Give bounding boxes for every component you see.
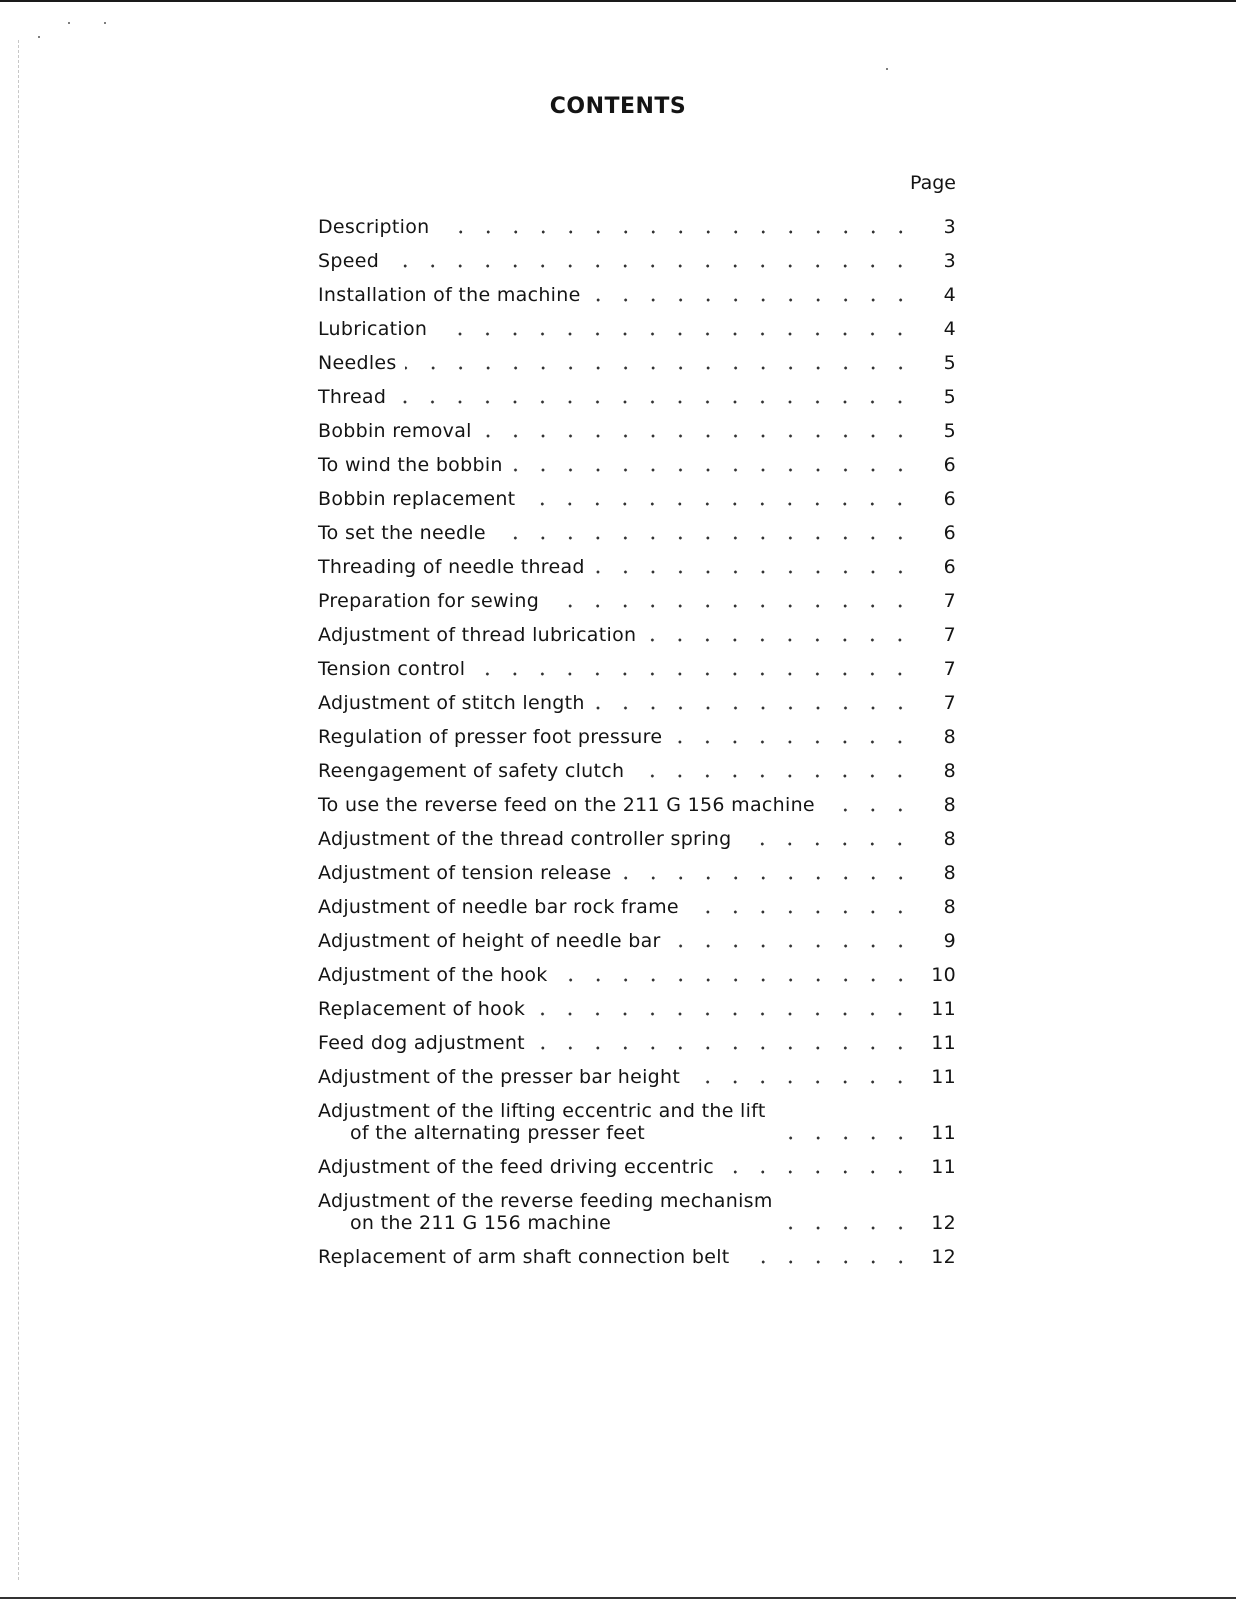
scan-speck (886, 68, 888, 70)
toc-entry-page-number: 10 (931, 964, 956, 986)
dot-leader (722, 1170, 914, 1174)
toc-entry-title (318, 556, 585, 578)
toc-entry-title (318, 930, 661, 952)
toc-entry-page-number: 11 (931, 998, 956, 1020)
toc-entry (318, 646, 956, 680)
page-column-header: Page (910, 172, 956, 194)
toc-entry (318, 238, 956, 272)
toc-entry-page-number: 6 (943, 488, 956, 510)
toc-entry-title-line: To use the reverse feed on the 211 G 156 machine (318, 794, 815, 816)
page-top-border (0, 0, 1236, 2)
toc-entry (318, 544, 956, 578)
toc-entry-page-number: 7 (943, 692, 956, 714)
toc-entry-title (318, 1066, 680, 1088)
toc-entry-page-number: 11 (931, 1066, 956, 1088)
scan-speck (38, 36, 40, 38)
toc-entry (318, 986, 956, 1020)
dot-leader (533, 1046, 914, 1050)
toc-entry-title (318, 828, 731, 850)
toc-entry (318, 952, 956, 986)
toc-entry-title (318, 726, 662, 748)
dot-leader (405, 366, 914, 370)
toc-entry-title (318, 624, 636, 646)
toc-entry (318, 272, 956, 306)
toc-entry-title-line: Speed (318, 250, 380, 272)
toc-entry-title-line: Installation of the machine (318, 284, 581, 306)
toc-entry-page-number: 5 (943, 352, 956, 374)
toc-entry-page-number: 3 (943, 216, 956, 238)
toc-entry-title (318, 420, 472, 442)
toc-entry-title (318, 760, 624, 782)
dot-leader (523, 502, 914, 506)
toc-entry-title-line: Adjustment of stitch length (318, 692, 585, 714)
toc-entry-title-continuation: on the 211 G 156 machine (350, 1212, 612, 1234)
dot-leader (644, 638, 914, 642)
toc-entry-title-line: Adjustment of the hook (318, 964, 548, 986)
toc-entry-title-line: Adjustment of the lifting eccentric and the lift (318, 1100, 766, 1122)
toc-entry-title (318, 590, 539, 612)
toc-entry (318, 1234, 956, 1268)
dot-leader (823, 808, 914, 812)
dot-leader (739, 842, 914, 846)
toc-entry-title (318, 522, 486, 544)
toc-entry-title-line: Needles (318, 352, 397, 374)
toc-entry (318, 340, 956, 374)
toc-entry-page-number: 12 (931, 1212, 956, 1234)
toc-entry-title (318, 1190, 773, 1234)
toc-entry-title (318, 454, 503, 476)
toc-entry-page-number: 3 (943, 250, 956, 272)
toc-entry-page-number: 6 (943, 454, 956, 476)
toc-entry (318, 816, 956, 850)
toc-entry (318, 408, 956, 442)
toc-entry (318, 578, 956, 612)
toc-entry (318, 714, 956, 748)
toc-entry-page-number: 7 (943, 658, 956, 680)
toc-entry (318, 510, 956, 544)
dot-leader (438, 230, 914, 234)
toc-entry-title-continuation: of the alternating presser feet (350, 1122, 645, 1144)
page-bottom-border (0, 1597, 1236, 1599)
toc-entry-title (318, 1246, 730, 1268)
toc-entry (318, 680, 956, 714)
dot-leader (781, 1226, 914, 1230)
page-title: CONTENTS (549, 94, 687, 119)
toc-entry-title (318, 896, 679, 918)
toc-entry-title-line: Adjustment of height of needle bar (318, 930, 661, 952)
toc-entry (318, 918, 956, 952)
toc-entry-title-line: Adjustment of needle bar rock frame (318, 896, 679, 918)
toc-entry-title-line: Replacement of arm shaft connection belt (318, 1246, 730, 1268)
toc-entry-title-line: Adjustment of the feed driving eccentric (318, 1156, 714, 1178)
toc-entry (318, 204, 956, 238)
dot-leader (387, 264, 914, 268)
toc-entry-title (318, 658, 465, 680)
toc-entry-title-line: Description (318, 216, 430, 238)
toc-entry-page-number: 7 (943, 624, 956, 646)
toc-entry-page-number: 11 (931, 1032, 956, 1054)
dot-leader (589, 298, 914, 302)
toc-entry-title (318, 318, 427, 340)
toc-entry-page-number: 8 (943, 794, 956, 816)
toc-entry-title (318, 692, 585, 714)
toc-entry-page-number: 4 (943, 318, 956, 340)
table-of-contents (318, 204, 956, 1268)
toc-entry-title-line: Adjustment of the reverse feeding mechanism (318, 1190, 773, 1212)
dot-leader (480, 434, 914, 438)
dot-leader (556, 978, 914, 982)
toc-entry (318, 1088, 956, 1144)
toc-entry (318, 1054, 956, 1088)
dot-leader (688, 1080, 914, 1084)
toc-entry (318, 442, 956, 476)
toc-entry-page-number: 8 (943, 726, 956, 748)
toc-entry (318, 1020, 956, 1054)
toc-entry (318, 748, 956, 782)
toc-entry-title-line: Feed dog adjustment (318, 1032, 525, 1054)
toc-entry-page-number: 6 (943, 556, 956, 578)
toc-entry-title (318, 794, 815, 816)
toc-entry-title (318, 488, 515, 510)
toc-entry (318, 476, 956, 510)
toc-entry-title-line: Preparation for sewing (318, 590, 540, 612)
toc-entry-title-line: Thread (318, 386, 387, 408)
dot-leader (738, 1260, 914, 1264)
toc-entry-title-line: Adjustment of tension release (318, 862, 612, 884)
toc-entry-page-number: 8 (943, 828, 956, 850)
toc-entry-title (318, 1156, 714, 1178)
dot-leader (632, 774, 914, 778)
dot-leader (494, 536, 914, 540)
toc-entry-title-line: To set the needle (318, 522, 486, 544)
toc-entry-page-number: 8 (943, 760, 956, 782)
dot-leader (511, 468, 914, 472)
toc-entry (318, 612, 956, 646)
toc-entry-title (318, 1032, 525, 1054)
toc-entry-page-number: 9 (943, 930, 956, 952)
toc-entry-page-number: 7 (943, 590, 956, 612)
toc-entry-title-line: Adjustment of thread lubrication (318, 624, 637, 646)
toc-entry-title (318, 284, 581, 306)
toc-entry-page-number: 4 (943, 284, 956, 306)
toc-entry-title-line: Bobbin replacement (318, 488, 516, 510)
dot-leader (687, 910, 914, 914)
dot-leader (620, 876, 914, 880)
toc-entry-title (318, 1100, 766, 1144)
toc-entry-title-line: Tension control (318, 658, 466, 680)
toc-entry-title (318, 216, 430, 238)
dot-leader (774, 1136, 914, 1140)
toc-entry-title-line: To wind the bobbin (318, 454, 503, 476)
scan-edge-mark (18, 40, 20, 1580)
dot-leader (669, 944, 914, 948)
toc-entry-page-number: 11 (931, 1122, 956, 1144)
toc-entry-title (318, 250, 379, 272)
dot-leader (593, 706, 914, 710)
toc-entry-title (318, 862, 612, 884)
toc-entry-page-number: 5 (943, 420, 956, 442)
dot-leader (670, 740, 914, 744)
toc-entry-title-line: Regulation of presser foot pressure (318, 726, 663, 748)
toc-entry-page-number: 8 (943, 862, 956, 884)
toc-entry (318, 850, 956, 884)
scan-speck (68, 22, 70, 24)
dot-leader (394, 400, 914, 404)
toc-entry (318, 884, 956, 918)
toc-entry-title (318, 386, 386, 408)
dot-leader (547, 604, 914, 608)
toc-entry-title-line: Adjustment of the thread controller spring (318, 828, 732, 850)
toc-entry-page-number: 5 (943, 386, 956, 408)
scan-speck (104, 22, 106, 24)
dot-leader (593, 570, 914, 574)
toc-entry-title-line: Adjustment of the presser bar height (318, 1066, 681, 1088)
toc-entry (318, 782, 956, 816)
toc-entry (318, 1178, 956, 1234)
toc-entry-title-line: Reengagement of safety clutch (318, 760, 625, 782)
toc-entry-page-number: 6 (943, 522, 956, 544)
toc-entry-page-number: 8 (943, 896, 956, 918)
dot-leader (435, 332, 914, 336)
toc-entry-title-line: Lubrication (318, 318, 428, 340)
toc-entry-title (318, 352, 397, 374)
toc-entry-title (318, 964, 548, 986)
dot-leader (473, 672, 914, 676)
toc-entry (318, 374, 956, 408)
toc-entry-title-line: Bobbin removal (318, 420, 472, 442)
dot-leader (533, 1012, 914, 1016)
toc-entry-title-line: Threading of needle thread (318, 556, 585, 578)
toc-entry (318, 1144, 956, 1178)
toc-entry-page-number: 11 (931, 1156, 956, 1178)
toc-entry-page-number: 12 (931, 1246, 956, 1268)
toc-entry (318, 306, 956, 340)
toc-entry-title (318, 998, 525, 1020)
toc-entry-title-line: Replacement of hook (318, 998, 526, 1020)
